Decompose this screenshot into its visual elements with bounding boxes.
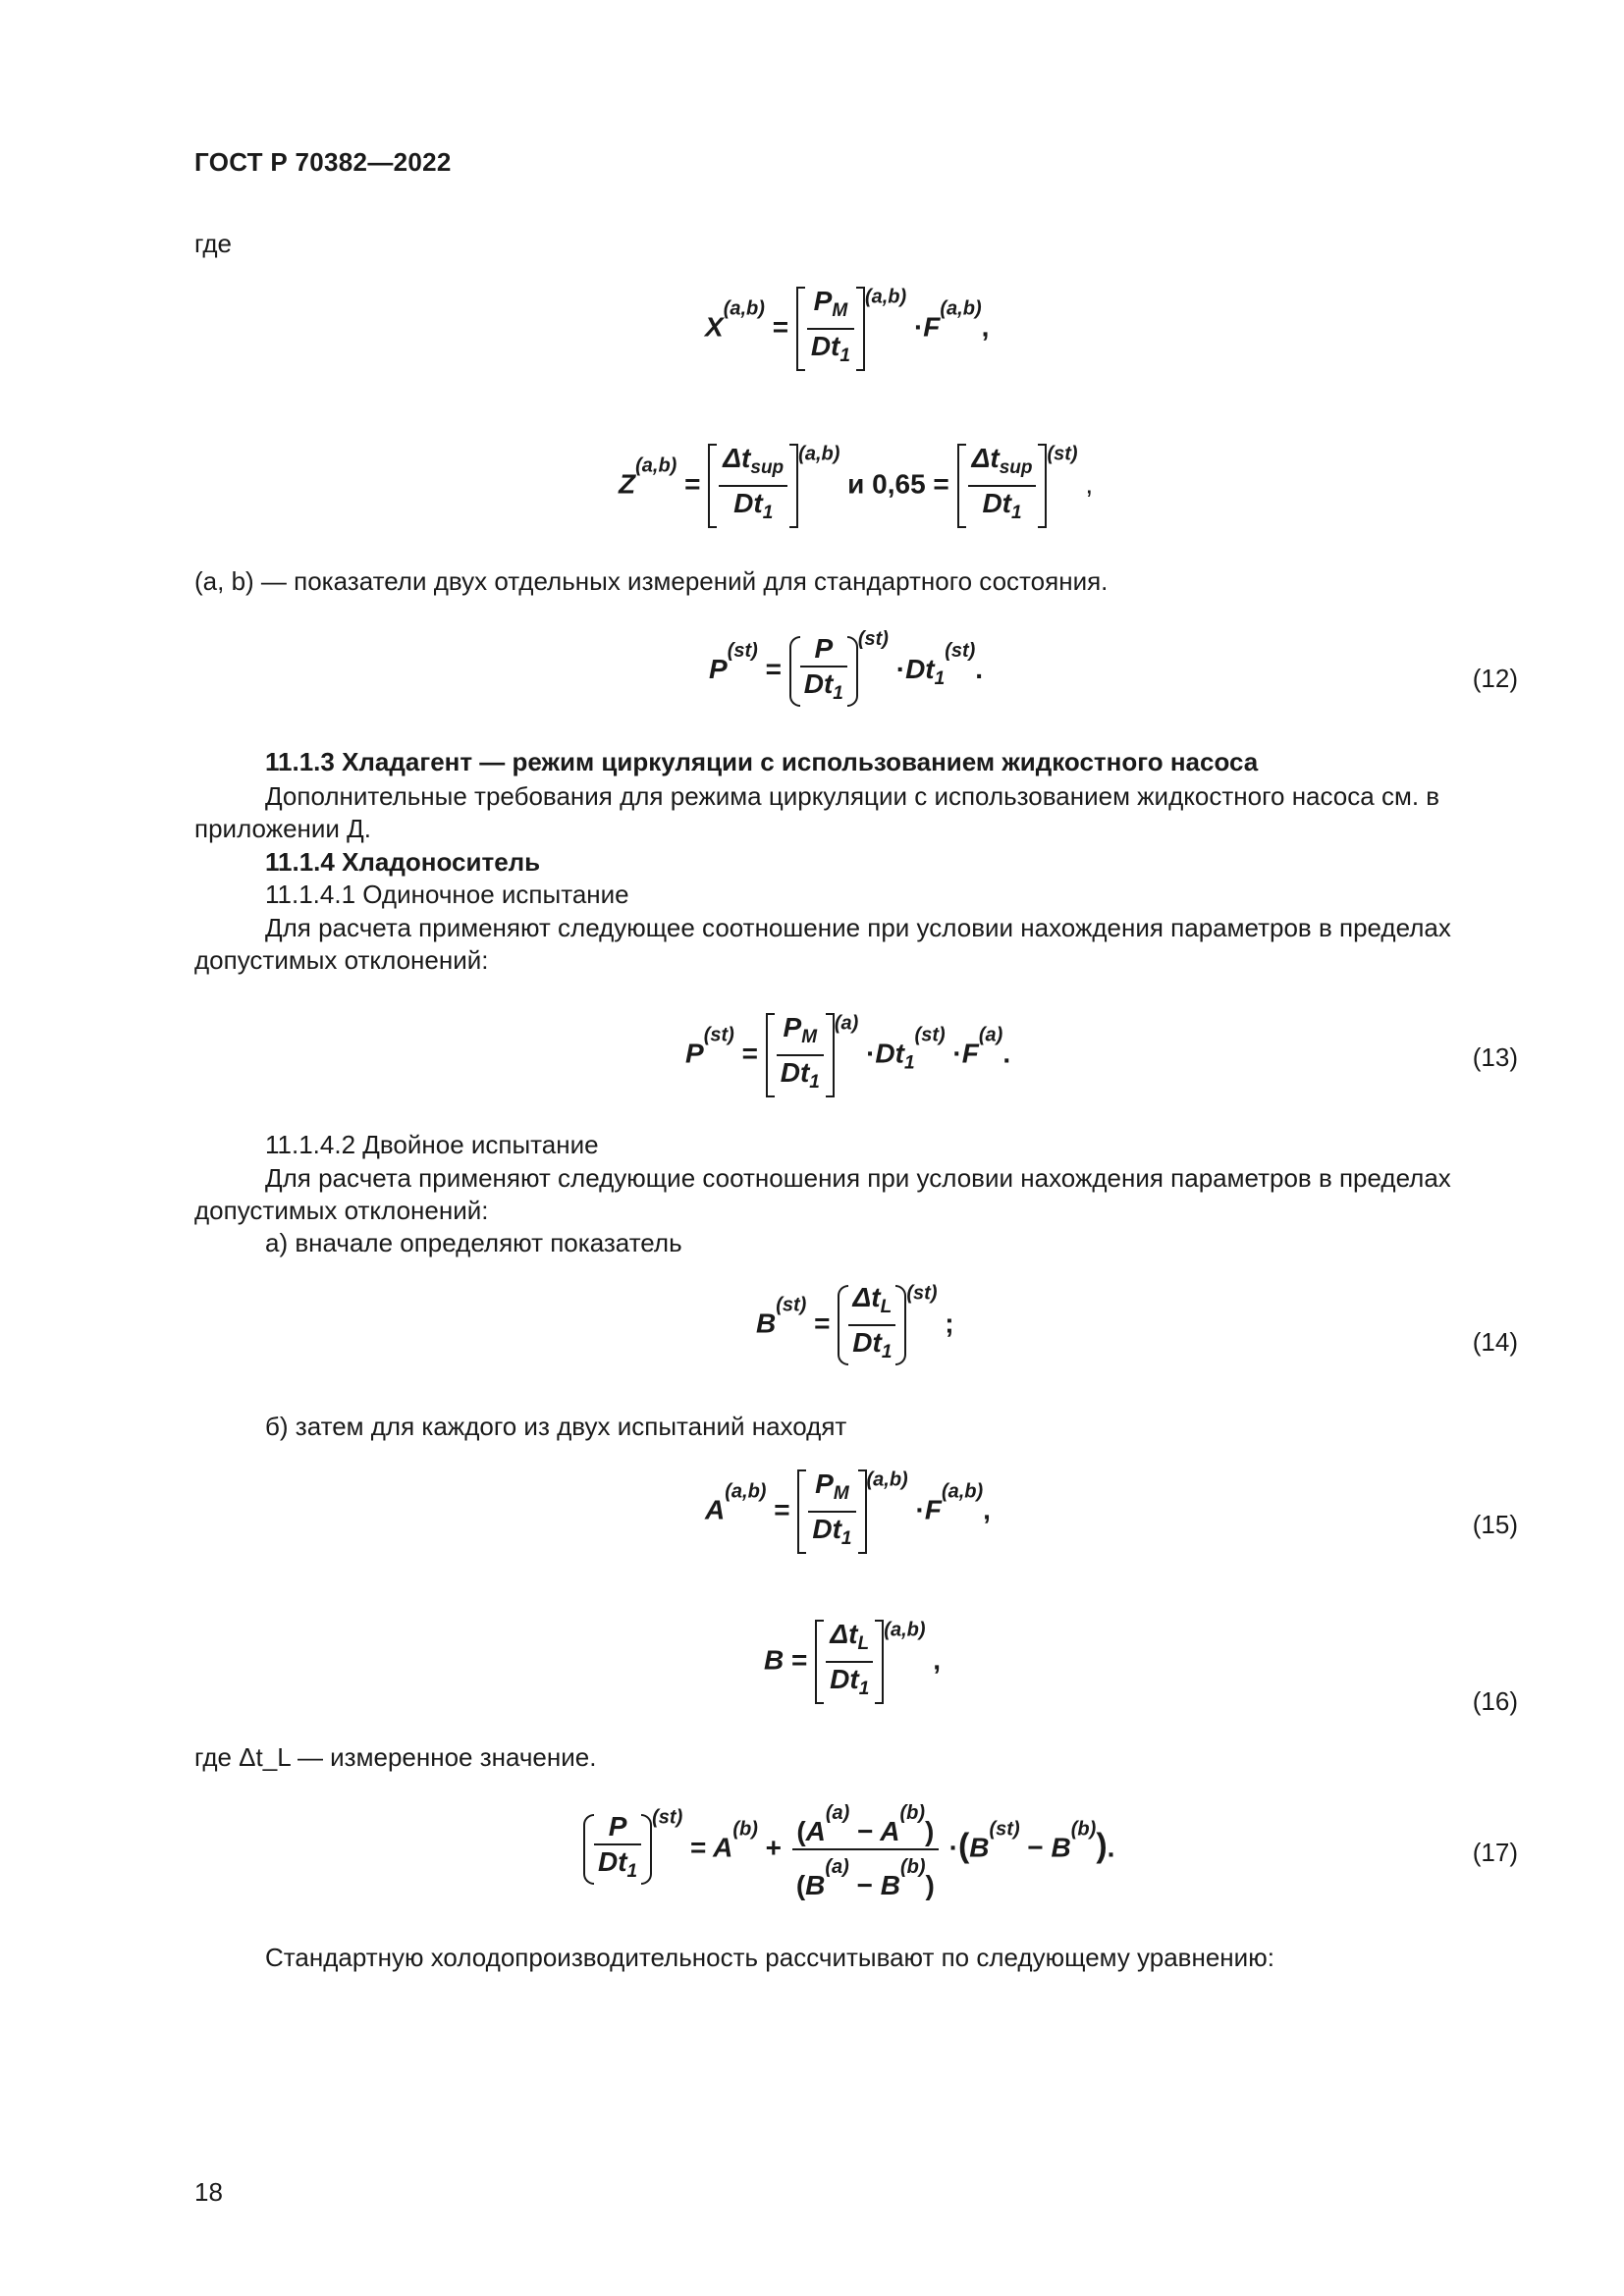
equation-x: X$^{(a,b)}$ = $\frac{P_M}{Dt_1}$ $^{(a,b)} \cdot F^{(a,b)}$,	[705, 285, 989, 373]
equation-z: Z$^{(a,b)}$ = $\frac{\Delta t_{sup}}{Dt_1}$ $^{(a,b)}$ и 0,65 = $\frac{\Delta t_{sup}}{Dt_1}$ $^{(st)}$ ,	[619, 442, 1093, 530]
equation-12: $P^{(st)}$ = $\frac{P}{Dt_1}$ $^{(st)} \cdot Dt_1^{(st)}$.	[709, 628, 983, 711]
section-11-1-3: 11.1.3 Хладагент — режим циркуляции с использованием жидкостного насоса	[265, 747, 1259, 776]
paragraph-final: Стандартную холодопроизводительность рассчитывают по следующему уравнению:	[265, 1943, 1274, 1972]
equation-number-13: (13)	[1472, 1042, 1518, 1072]
equation-16: B = $\frac{\Delta t_L}{Dt_1}$ $^{(a,b)}$ ,	[764, 1618, 941, 1706]
paragraph-11-1-4-1: Для расчета применяют следующее соотношение при условии нахождения параметров в пределах допустимых отклонений:	[194, 913, 1451, 975]
where-delta-tl: где Δt_L — измеренное значение.	[194, 1742, 597, 1772]
section-11-1-4: 11.1.4 Хладоноситель	[265, 847, 541, 877]
equation-14: $B^{(st)}$ = $\frac{\Delta t_L}{Dt_1}$ $^{(st)}$ ;	[756, 1281, 954, 1369]
section-11-1-4-2: 11.1.4.2 Двойное испытание	[265, 1130, 599, 1159]
equation-number-14: (14)	[1472, 1327, 1518, 1357]
equation-15: A$^{(a,b)}$ = $\frac{P_M}{Dt_1}$ $^{(a,b)} \cdot F^{(a,b)}$,	[705, 1468, 991, 1556]
equation-number-15: (15)	[1472, 1510, 1518, 1539]
ab-description: (a, b) — показатели двух отдельных измерений для стандартного состояния.	[194, 566, 1109, 596]
where-label: где	[194, 229, 232, 258]
equation-13: $P^{(st)}$ = $\frac{P_M}{Dt_1}$ $^{(a)} \cdot Dt_1^{(st)} \cdot F^{(a)}$.	[685, 1011, 1010, 1099]
paragraph-11-1-3: Дополнительные требования для режима циркуляции с использованием жидкостного насоса см. в приложении Д.	[194, 781, 1440, 843]
list-item-b: б) затем для каждого из двух испытаний находят	[265, 1412, 847, 1441]
equation-17: $\frac{P}{Dt_1}$ $^{(st)} = A^{(b)}$ + $\frac{(A^{(a)} - A^{(b)})}{(B^{(a)} - B^{(b)})}$ $\cdot(B^{(st)} - B^{(b)})$.	[583, 1796, 1114, 1902]
paragraph-11-1-4-2: Для расчета применяют следующие соотношения при условии нахождения параметров в пределах допустимых отклонений:	[194, 1163, 1451, 1225]
equation-number-17: (17)	[1472, 1838, 1518, 1867]
page-number: 18	[194, 2177, 223, 2207]
equation-number-16: (16)	[1472, 1686, 1518, 1716]
list-item-a: а) вначале определяют показатель	[265, 1228, 682, 1257]
section-11-1-4-1: 11.1.4.1 Одиночное испытание	[265, 880, 629, 909]
document-header: ГОСТ Р 70382—2022	[194, 147, 452, 177]
equation-number-12: (12)	[1472, 664, 1518, 693]
